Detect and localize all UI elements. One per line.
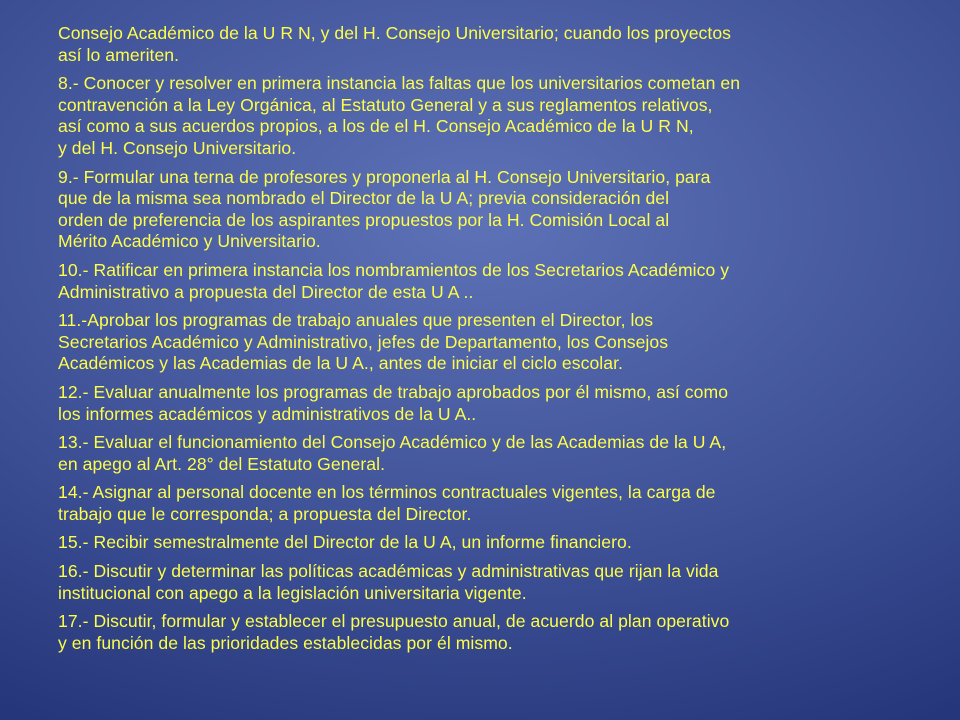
list-item-11 bbox=[58, 310, 902, 375]
text-line: 10.- Ratificar en primera instancia los nombramientos de los Secretarios Académico y bbox=[58, 259, 730, 280]
text-line: en apego al Art. 28° del Estatuto General. bbox=[58, 453, 386, 474]
text-line: 9.- Formular una terna de profesores y proponerla al H. Consejo Universitario, para bbox=[58, 166, 711, 187]
text-line: Secretarios Académico y Administrativo, jefes de Departamento, los Consejos bbox=[58, 331, 669, 352]
text-line: institucional con apego a la legislación universitaria vigente. bbox=[58, 582, 527, 603]
text-line: 13.- Evaluar el funcionamiento del Consejo Académico y de las Academias de la U A, bbox=[58, 432, 727, 453]
text-line: 11.-Aprobar los programas de trabajo anuales que presenten el Director, los bbox=[58, 310, 654, 331]
text-line: Administrativo a propuesta del Director de esta U A .. bbox=[58, 281, 474, 302]
text-line: contravención a la Ley Orgánica, al Estatuto General y a sus reglamentos relativos, bbox=[58, 94, 713, 115]
text-line: orden de preferencia de los aspirantes propuestos por la H. Comisión Local al bbox=[58, 209, 670, 230]
text-line: 16.- Discutir y determinar las políticas académicas y administrativas que rijan la vida bbox=[58, 561, 719, 582]
text-line: así lo ameriten. bbox=[58, 44, 180, 65]
list-item-14 bbox=[58, 482, 902, 525]
text-line: y en función de las prioridades establecidas por él mismo. bbox=[58, 632, 513, 653]
text-line: trabajo que le corresponda; a propuesta del Director. bbox=[58, 503, 472, 524]
text-line: así como a sus acuerdos propios, a los de el H. Consejo Académico de la U R N, bbox=[58, 116, 694, 137]
text-line: los informes académicos y administrativos de la U A.. bbox=[58, 403, 477, 424]
text-line: que de la misma sea nombrado el Director de la U A; previa consideración del bbox=[58, 188, 670, 209]
list-item-16 bbox=[58, 561, 902, 604]
text-line: 15.- Recibir semestralmente del Director de la U A, un informe financiero. bbox=[58, 532, 632, 553]
list-item-10 bbox=[58, 260, 902, 303]
text-line: Mérito Académico y Universitario. bbox=[58, 231, 321, 252]
text-line: Académicos y las Academias de la U A., antes de iniciar el ciclo escolar. bbox=[58, 353, 623, 374]
list-item-9 bbox=[58, 167, 902, 253]
text-line: 17.- Discutir, formular y establecer el presupuesto anual, de acuerdo al plan operativo bbox=[58, 611, 730, 632]
text-line: y del H. Consejo Universitario. bbox=[58, 137, 297, 158]
text-line: 12.- Evaluar anualmente los programas de trabajo aprobados por él mismo, así como bbox=[58, 381, 729, 402]
text-line: 8.- Conocer y resolver en primera instancia las faltas que los universitarios cometan en bbox=[58, 73, 741, 94]
list-item-8 bbox=[58, 73, 902, 159]
list-item-15 bbox=[58, 532, 902, 554]
text-line: 14.- Asignar al personal docente en los términos contractuales vigentes, la carga de bbox=[58, 482, 716, 503]
text-line: Consejo Académico de la U R N, y del H. Consejo Universitario; cuando los proyectos bbox=[58, 23, 732, 43]
list-item-17 bbox=[58, 611, 902, 654]
list-item-12 bbox=[58, 382, 902, 425]
list-item-13 bbox=[58, 432, 902, 475]
paragraph-continuation bbox=[58, 23, 902, 66]
